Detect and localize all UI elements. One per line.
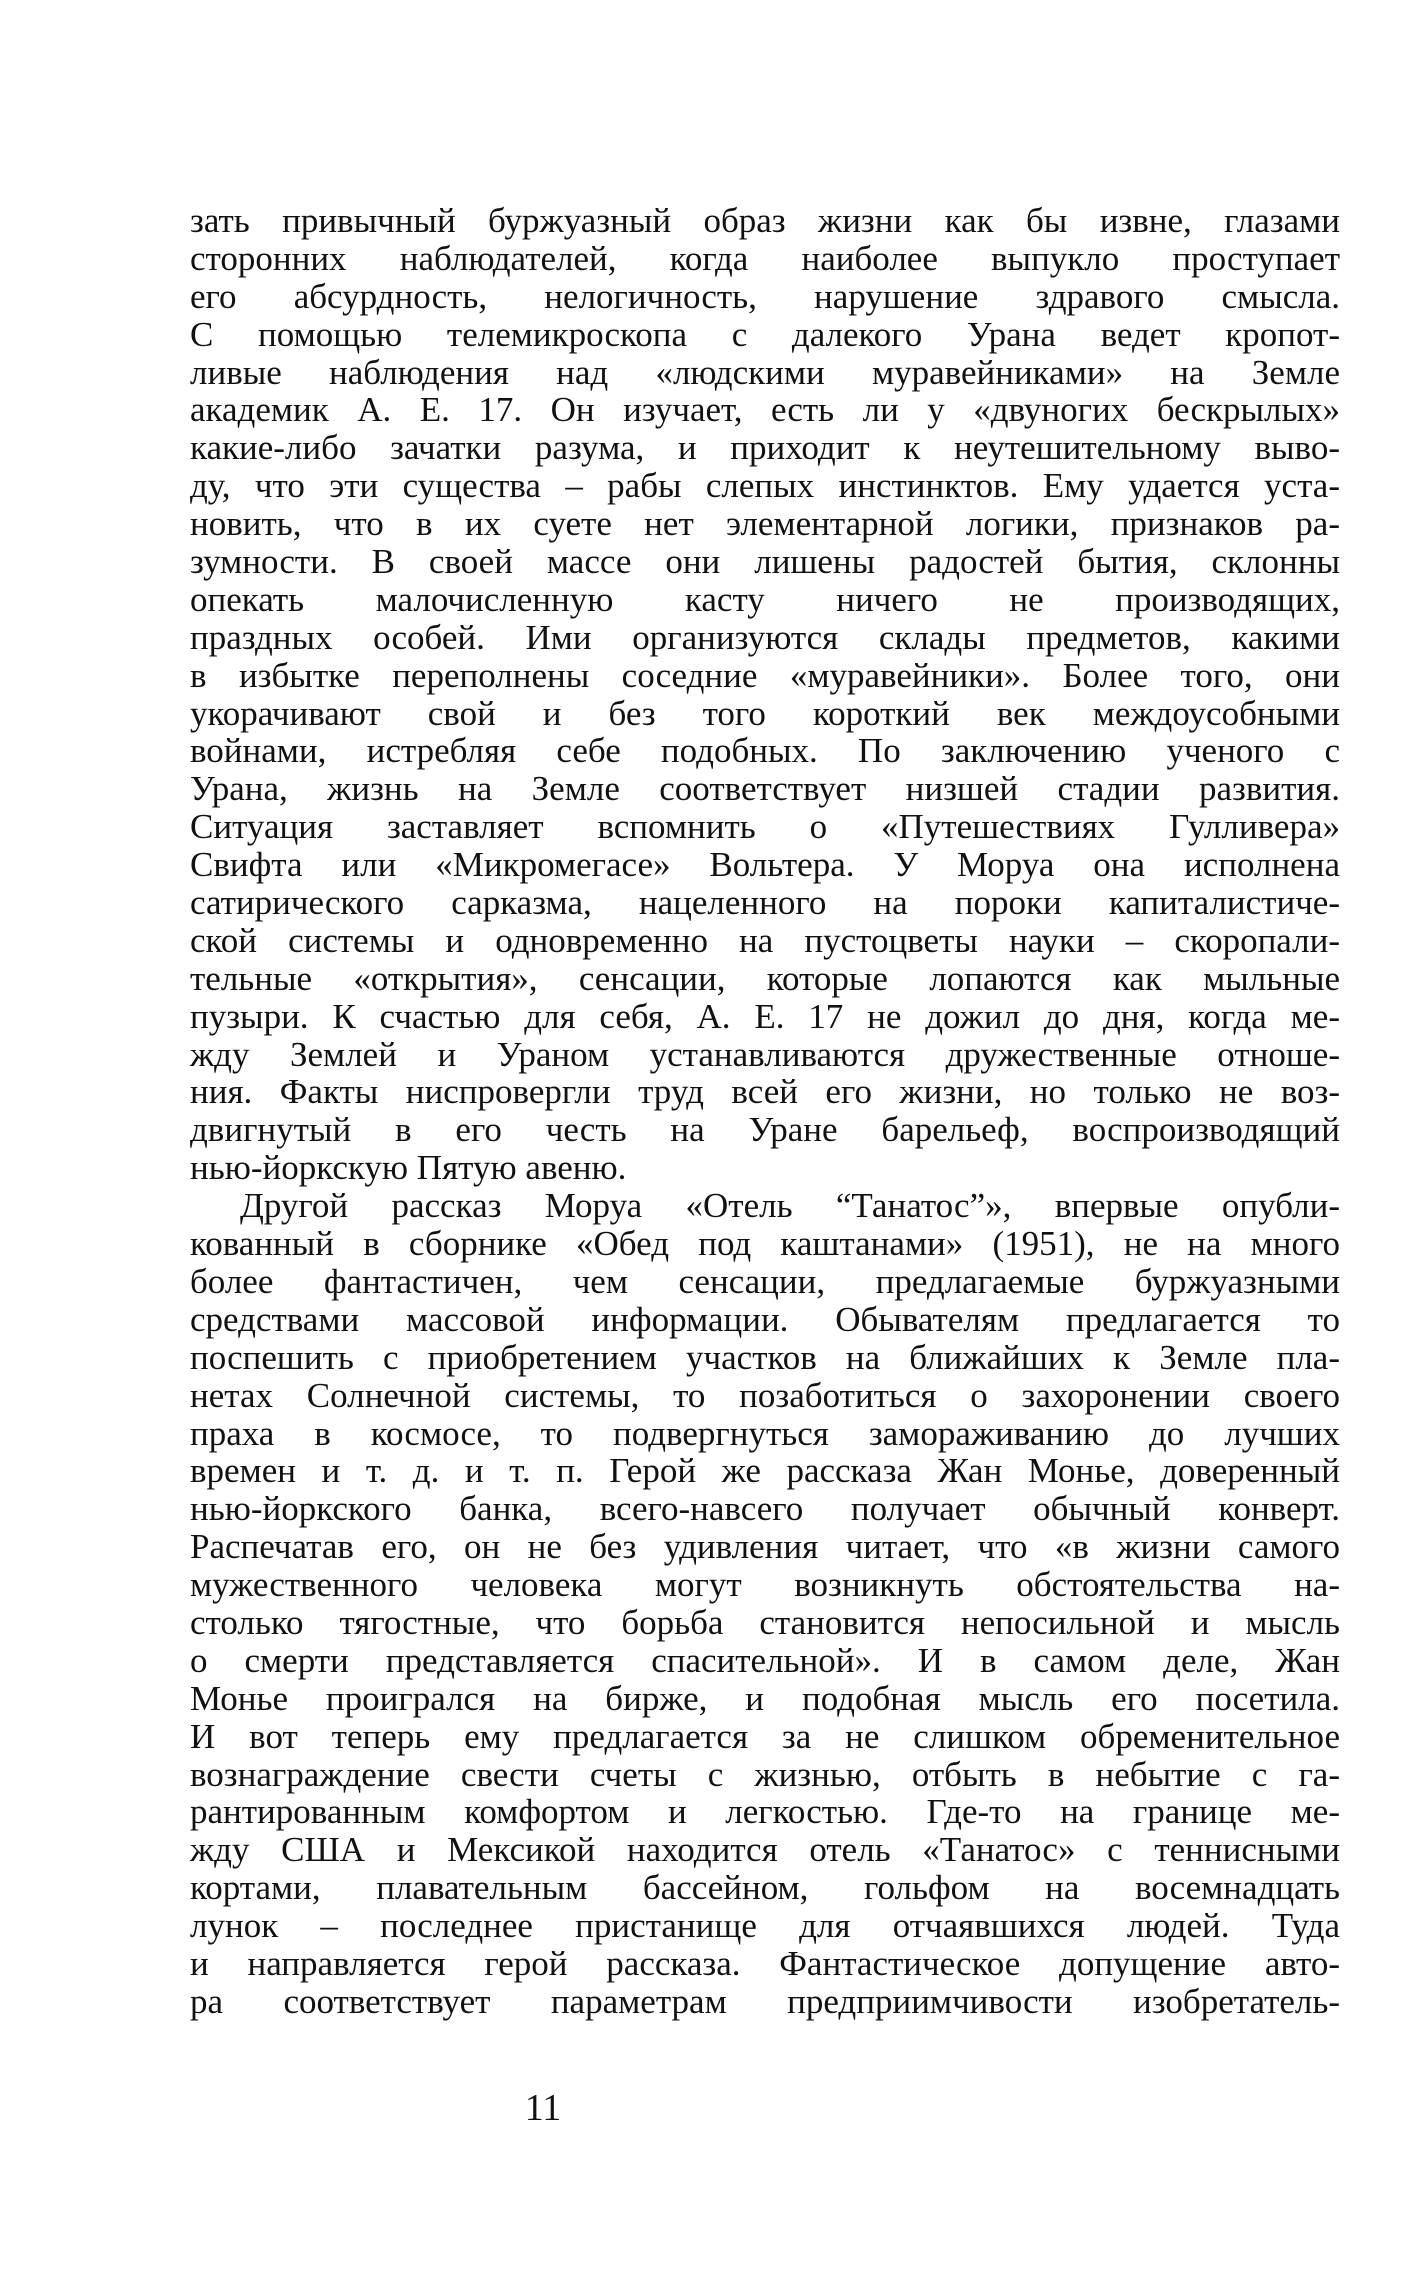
text-line: И вот теперь ему предлагается за не слишком обременительное	[190, 1716, 1340, 1756]
text-line: мужественного человека могут возникнуть обстоятельства на-	[190, 1565, 1340, 1605]
page-number-label: 11	[524, 2087, 562, 2129]
text-line: какие-либо зачатки разума, и приходит к неутешительному выво-	[190, 428, 1340, 468]
text-line: его абсурдность, нелогичность, нарушение здравого смысла.	[190, 276, 1340, 316]
text-line: Распечатав его, он не без удивления читает, что «в жизни самого	[190, 1527, 1340, 1567]
text-line: кованный в сборнике «Обед под каштанами» (1951), не на много	[190, 1224, 1340, 1264]
text-line: пузыри. К счастью для себя, А. Е. 17 не дожил до дня, когда ме-	[190, 996, 1340, 1036]
text-line: опекать малочисленную касту ничего не производящих,	[190, 579, 1340, 619]
text-line: нетах Солнечной системы, то позаботиться о захоронении своего	[190, 1375, 1340, 1415]
text-line: Урана, жизнь на Земле соответствует низшей стадии развития.	[190, 769, 1340, 809]
text-line: Ситуация заставляет вспомнить о «Путешествиях Гулливера»	[190, 807, 1340, 847]
text-line: лунок – последнее пристанище для отчаявшихся людей. Туда	[190, 1906, 1340, 1946]
text-line: ской системы и одновременно на пустоцветы науки – скоропали-	[190, 920, 1340, 960]
text-line: тельные «открытия», сенсации, которые лопаются как мыльные	[190, 958, 1340, 998]
text-line: и направляется герой рассказа. Фантастическое допущение авто-	[190, 1943, 1340, 1983]
page-number	[0, 2086, 1416, 2130]
text-line: ливые наблюдения над «людскими муравейниками» на Земле	[190, 352, 1340, 392]
text-line: жду США и Мексикой находится отель «Танатос» с теннисными	[190, 1830, 1340, 1870]
text-line: праха в космосе, то подвергнуться замораживанию до лучших	[190, 1413, 1340, 1453]
text-line: зумности. В своей массе они лишены радостей бытия, склонны	[190, 542, 1340, 582]
text-line: новить, что в их суете нет элементарной логики, признаков ра-	[190, 504, 1340, 544]
text-line: Свифта или «Микромегасе» Вольтера. У Моруа она исполнена	[190, 845, 1340, 885]
text-line: праздных особей. Ими организуются склады предметов, какими	[190, 617, 1340, 657]
text-line: столько тягостные, что борьба становится непосильной и мысль	[190, 1602, 1340, 1642]
text-line: более фантастичен, чем сенсации, предлагаемые буржуазными	[190, 1261, 1340, 1301]
text-line: укорачивают свой и без того короткий век междоусобными	[190, 693, 1340, 733]
text-line: сатирического сарказма, нацеленного на пороки капиталистиче-	[190, 883, 1340, 923]
text-line: ния. Факты ниспровергли труд всей его жизни, но только не воз-	[190, 1072, 1340, 1112]
text-line: Монье проигрался на бирже, и подобная мысль его посетила.	[190, 1678, 1340, 1718]
text-line: времен и т. д. и т. п. Герой же рассказа Жан Монье, доверенный	[190, 1451, 1340, 1491]
text-line: ду, что эти существа – рабы слепых инстинктов. Ему удается уста-	[190, 466, 1340, 506]
text-line: кортами, плавательным бассейном, гольфом на восемнадцать	[190, 1868, 1340, 1908]
text-line: С помощью телемикроскопа с далекого Урана ведет кропот-	[190, 314, 1340, 354]
text-line: двигнутый в его честь на Уране барельеф, воспроизводящий	[190, 1110, 1340, 1150]
text-line: вознаграждение свести счеты с жизнью, отбыть в небытие с га-	[190, 1754, 1340, 1794]
text-line: зать привычный буржуазный образ жизни как бы извне, глазами	[190, 201, 1340, 240]
text-line: в избытке переполнены соседние «муравейники». Более того, они	[190, 655, 1340, 695]
text-line: сторонних наблюдателей, когда наиболее выпукло проступает	[190, 238, 1340, 278]
text-line: академик А. Е. 17. Он изучает, есть ли у «двуногих бескрылых»	[190, 390, 1340, 430]
text-line: жду Землей и Ураном устанавливаются дружественные отноше-	[190, 1034, 1340, 1074]
text-line: нью-йоркскую Пятую авеню.	[190, 1148, 627, 1188]
text-line: ра соответствует параметрам предприимчивости изобретатель-	[190, 1981, 1340, 2021]
text-line: войнами, истребляя себе подобных. По заключению ученого с	[190, 731, 1340, 771]
text-line: рантированным комфортом и легкостью. Где-то на границе ме-	[190, 1792, 1340, 1832]
text-line: поспешить с приобретением участков на ближайших к Земле пла-	[190, 1337, 1340, 1377]
text-line: средствами массовой информации. Обывателям предлагается то	[190, 1299, 1340, 1339]
text-line: нью-йоркского банка, всего-навсего получает обычный конверт.	[190, 1489, 1340, 1529]
body-text	[190, 202, 1340, 2021]
paragraph-start-line: Другой рассказ Моруа «Отель “Танатос”», впервые опубли-	[240, 1186, 1340, 1226]
text-line: о смерти представляется спасительной». И в самом деле, Жан	[190, 1640, 1340, 1680]
